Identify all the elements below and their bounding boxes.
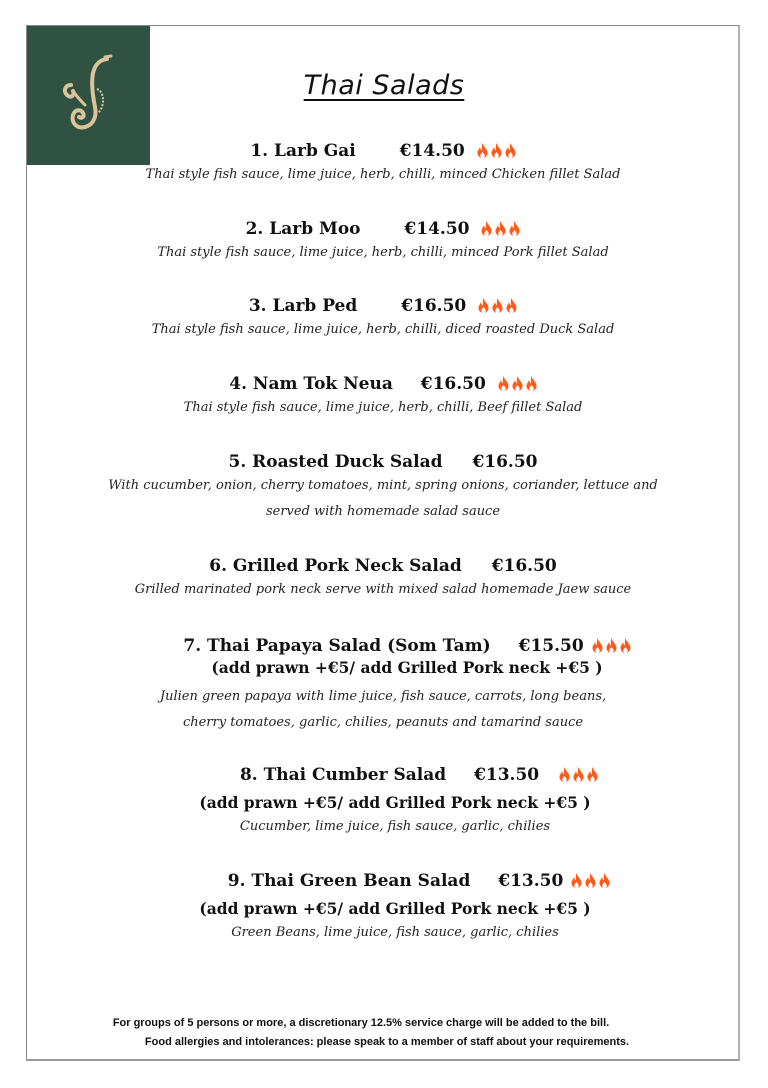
item-name: Grilled Pork Neck Salad xyxy=(232,556,462,576)
item-description: Thai style fish sauce, lime juice, herb, chilli, Beef fillet Salad xyxy=(183,400,583,415)
flame-icon xyxy=(559,767,570,782)
item-name: Thai Cumber Salad xyxy=(263,765,447,785)
item-price: €14.50 xyxy=(399,141,465,161)
item-price: €15.50 xyxy=(518,636,584,656)
item-description-block xyxy=(26,684,740,736)
item-number: 9. xyxy=(227,871,246,891)
menu-item xyxy=(26,140,740,188)
item-heading xyxy=(26,295,740,317)
spice-level xyxy=(498,376,537,391)
item-heading xyxy=(62,764,768,786)
item-price: €16.50 xyxy=(401,296,467,316)
flame-icon xyxy=(620,638,631,653)
flame-icon xyxy=(571,873,582,888)
item-number: 8. xyxy=(239,765,258,785)
flame-icon xyxy=(478,298,489,313)
item-description: cherry tomatoes, garlic, chilies, peanuts and tamarind sauce xyxy=(182,715,584,730)
item-price: €14.50 xyxy=(404,219,470,239)
item-name: Larb Ped xyxy=(272,296,358,316)
item-heading xyxy=(26,451,740,473)
menu-item xyxy=(50,635,764,679)
flame-icon xyxy=(477,143,488,158)
flame-icon xyxy=(491,143,502,158)
item-number: 1. xyxy=(250,141,269,161)
flame-icon xyxy=(492,298,503,313)
flame-icon xyxy=(509,221,520,236)
item-name: Roasted Duck Salad xyxy=(252,452,443,472)
item-name: Nam Tok Neua xyxy=(252,374,393,394)
spice-level xyxy=(478,298,517,313)
item-number: 4. xyxy=(229,374,247,394)
item-description: With cucumber, onion, cherry tomatoes, mint, spring onions, coriander, lettuce and xyxy=(108,478,658,493)
spice-level xyxy=(481,221,520,236)
spice-level xyxy=(559,767,598,782)
flame-icon xyxy=(495,221,506,236)
item-number: 6. xyxy=(209,556,227,576)
spice-level xyxy=(477,143,516,158)
flame-icon xyxy=(587,767,598,782)
flame-icon xyxy=(592,638,603,653)
allergy-note: Food allergies and intolerances: please speak to a member of staff about your requirements. xyxy=(144,1036,630,1048)
item-add-ons: (add prawn +€5/ add Grilled Pork neck +€5 ) xyxy=(199,793,591,812)
menu-item xyxy=(26,555,740,603)
item-description: Grilled marinated pork neck serve with mixed salad homemade Jaew sauce xyxy=(134,582,632,597)
item-name: Thai Papaya Salad (Som Tam) xyxy=(207,636,491,656)
item-heading xyxy=(26,373,740,395)
item-add-ons: (add prawn +€5/ add Grilled Pork neck +€5 ) xyxy=(199,899,591,918)
menu-item xyxy=(62,870,768,892)
flame-icon xyxy=(573,767,584,782)
item-price: €13.50 xyxy=(498,871,564,891)
menu-item xyxy=(26,218,740,266)
flame-icon xyxy=(585,873,596,888)
item-heading xyxy=(62,870,768,892)
item-description: Thai style fish sauce, lime juice, herb, chilli, minced Pork fillet Salad xyxy=(157,245,609,260)
item-add-ons: (add prawn +€5/ add Grilled Pork neck +€5 ) xyxy=(211,658,603,677)
item-price: €16.50 xyxy=(420,374,486,394)
item-description: Green Beans, lime juice, fish sauce, garlic, chilies xyxy=(231,925,559,940)
item-description: Thai style fish sauce, lime juice, herb, chilli, diced roasted Duck Salad xyxy=(151,322,615,337)
item-heading xyxy=(26,555,740,577)
flame-icon xyxy=(599,873,610,888)
menu-item xyxy=(26,373,740,421)
item-add-ons-block xyxy=(38,898,752,946)
flame-icon xyxy=(498,376,509,391)
item-price: €13.50 xyxy=(474,765,540,785)
service-charge-note: For groups of 5 persons or more, a discretionary 12.5% service charge will be added to the bill. xyxy=(112,1017,610,1029)
flame-icon xyxy=(526,376,537,391)
item-price: €16.50 xyxy=(491,556,557,576)
item-name: Thai Green Bean Salad xyxy=(251,871,471,891)
item-name: Larb Gai xyxy=(274,141,356,161)
spice-level xyxy=(592,638,631,653)
menu-item xyxy=(62,764,768,786)
page-title: Thai Salads xyxy=(303,70,465,101)
item-name: Larb Moo xyxy=(269,219,361,239)
item-description: Julien green papaya with lime juice, fish sauce, carrots, long beans, xyxy=(159,689,607,704)
item-description: Thai style fish sauce, lime juice, herb, chilli, minced Chicken fillet Salad xyxy=(145,167,621,182)
flame-icon xyxy=(481,221,492,236)
flame-icon xyxy=(512,376,523,391)
item-number: 2. xyxy=(245,219,264,239)
item-heading xyxy=(26,140,740,162)
item-number: 3. xyxy=(248,296,267,316)
item-description: served with homemade salad sauce xyxy=(265,504,501,519)
item-heading xyxy=(26,218,740,240)
item-number: 7. xyxy=(183,636,202,656)
spice-level xyxy=(571,873,610,888)
item-price: €16.50 xyxy=(472,452,538,472)
item-add-ons-block xyxy=(38,792,752,840)
flame-icon xyxy=(505,143,516,158)
flame-icon xyxy=(606,638,617,653)
flame-icon xyxy=(506,298,517,313)
menu-item xyxy=(26,295,740,343)
item-heading xyxy=(50,635,764,657)
item-description: Cucumber, lime juice, fish sauce, garlic, chilies xyxy=(239,819,551,834)
menu-item xyxy=(26,451,740,525)
item-number: 5. xyxy=(228,452,247,472)
